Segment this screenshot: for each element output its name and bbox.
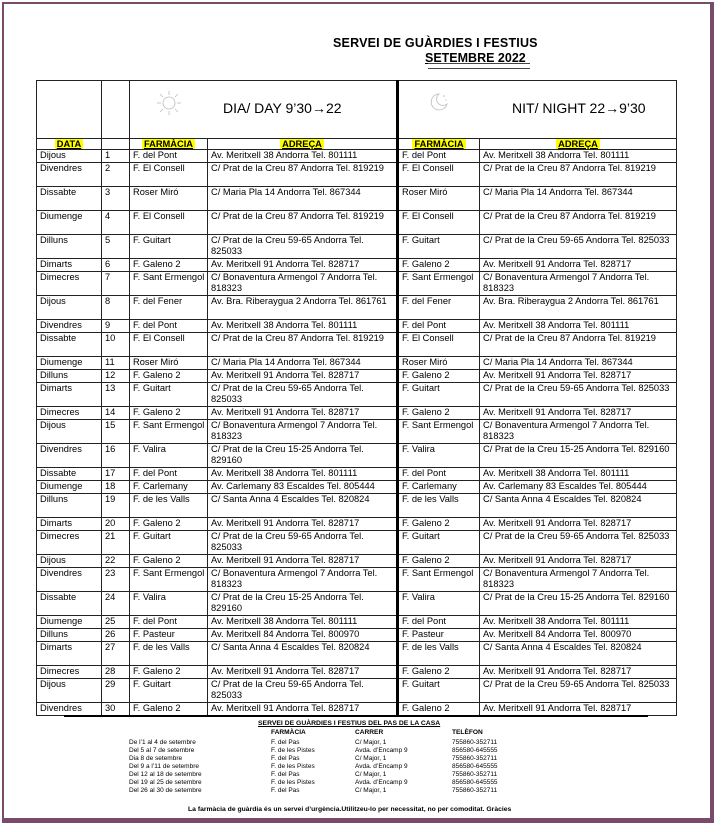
night-pharmacy-cell: F. Galeno 2	[398, 370, 480, 383]
footer-pharmacy: F. del Pas	[271, 771, 300, 778]
footer-col-pharmacy: FARMÀCIA	[271, 729, 306, 736]
weekday-cell: Dissabte	[37, 468, 102, 481]
day-address-cell: C/ Prat de la Creu 87 Andorra Tel. 819219	[208, 163, 398, 187]
night-pharmacy-cell: F. Galeno 2	[398, 407, 480, 420]
footer-street: C/ Major, 1	[355, 739, 387, 746]
day-pharmacy-cell: F. Guitart	[130, 235, 208, 259]
day-pharmacy-cell: F. El Consell	[130, 163, 208, 187]
day-address-cell: C/ Prat de la Creu 87 Andorra Tel. 819219	[208, 333, 398, 357]
day-number-cell: 5	[102, 235, 130, 259]
weekday-cell: Dimarts	[37, 518, 102, 531]
col-day-pharmacy-header: FARMÀCIA	[130, 139, 208, 150]
night-pharmacy-cell: F. Carlemany	[398, 481, 480, 494]
day-pharmacy-cell: F. Galeno 2	[130, 407, 208, 420]
day-header-cell	[130, 81, 398, 139]
day-pharmacy-cell: F. del Pont	[130, 468, 208, 481]
table-row	[37, 420, 677, 444]
weekday-cell: Dijous	[37, 296, 102, 320]
footer-phone: 755860-352711	[452, 771, 498, 778]
night-address-cell: Av. Meritxell 91 Andorra Tel. 828717	[480, 666, 677, 679]
day-address-cell: C/ Prat de la Creu 15-25 Andorra Tel. 829160	[208, 444, 398, 468]
night-label: NIT/ NIGHT 22→9’30	[512, 100, 646, 116]
night-address-cell: Av. Meritxell 91 Andorra Tel. 828717	[480, 555, 677, 568]
weekday-cell: Dilluns	[37, 629, 102, 642]
night-pharmacy-cell: F. Sant Ermengol	[398, 272, 480, 296]
weekday-cell: Dimarts	[37, 259, 102, 272]
footer-divider	[64, 715, 648, 717]
day-pharmacy-cell: F. Galeno 2	[130, 555, 208, 568]
day-number-cell: 3	[102, 187, 130, 211]
day-address-cell: Av. Meritxell 91 Andorra Tel. 828717	[208, 703, 398, 716]
day-number-cell: 26	[102, 629, 130, 642]
night-pharmacy-cell: F. El Consell	[398, 333, 480, 357]
night-address-cell: C/ Santa Anna 4 Escaldes Tel. 820824	[480, 642, 677, 666]
weekday-cell: Divendres	[37, 444, 102, 468]
night-address-cell: Av. Meritxell 91 Andorra Tel. 828717	[480, 259, 677, 272]
day-address-cell: C/ Prat de la Creu 15-25 Andorra Tel. 829160	[208, 592, 398, 616]
weekday-cell: Dissabte	[37, 592, 102, 616]
night-address-cell: C/ Prat de la Creu 59-65 Andorra Tel. 825033	[480, 679, 677, 703]
night-address-cell: C/ Prat de la Creu 59-65 Andorra Tel. 825033	[480, 383, 677, 407]
day-address-cell: C/ Maria Pla 14 Andorra Tel. 867344	[208, 187, 398, 211]
day-pharmacy-cell: F. Galeno 2	[130, 259, 208, 272]
night-address-cell: Av. Meritxell 91 Andorra Tel. 828717	[480, 518, 677, 531]
day-number-cell: 14	[102, 407, 130, 420]
table-row	[37, 444, 677, 468]
night-address-cell: Av. Meritxell 38 Andorra Tel. 801111	[480, 150, 677, 163]
day-address-cell: C/ Prat de la Creu 59-65 Andorra Tel. 825033	[208, 383, 398, 407]
night-pharmacy-cell: F. Guitart	[398, 531, 480, 555]
footer-pharmacy: F. de les Pistes	[271, 763, 315, 770]
footer-period: De l’1 al 4 de setembre	[129, 739, 196, 746]
weekday-cell: Divendres	[37, 163, 102, 187]
footer-col-street: CARRER	[355, 729, 384, 736]
footer-pharmacy: F. del Pas	[271, 787, 300, 794]
col-num-header	[102, 139, 130, 150]
footer-street: C/ Major, 1	[355, 755, 387, 762]
night-pharmacy-cell: Roser Miró	[398, 187, 480, 211]
day-address-cell: C/ Santa Anna 4 Escaldes Tel. 820824	[208, 494, 398, 518]
weekday-cell: Dimecres	[37, 666, 102, 679]
night-address-cell: Av. Meritxell 38 Andorra Tel. 801111	[480, 468, 677, 481]
day-number-cell: 8	[102, 296, 130, 320]
day-number-cell: 15	[102, 420, 130, 444]
night-pharmacy-cell: F. del Pont	[398, 150, 480, 163]
day-address-cell: Av. Bra. Riberaygua 2 Andorra Tel. 861761	[208, 296, 398, 320]
column-header-row	[37, 139, 677, 150]
night-address-cell: C/ Prat de la Creu 59-65 Andorra Tel. 825033	[480, 531, 677, 555]
weekday-cell: Dijous	[37, 150, 102, 163]
footer-period: Del 19 al 25 de setembre	[129, 779, 202, 786]
day-pharmacy-cell: F. Pasteur	[130, 629, 208, 642]
night-pharmacy-cell: F. Guitart	[398, 235, 480, 259]
day-pharmacy-cell: F. Guitart	[130, 383, 208, 407]
day-pharmacy-cell: F. El Consell	[130, 333, 208, 357]
day-number-cell: 23	[102, 568, 130, 592]
day-pharmacy-cell: F. Valira	[130, 592, 208, 616]
day-number-cell: 7	[102, 272, 130, 296]
table-row	[37, 568, 677, 592]
footer-pharmacy: F. del Pas	[271, 739, 300, 746]
night-pharmacy-cell: F. del Pont	[398, 616, 480, 629]
table-row	[37, 163, 677, 187]
footer-phone: 856580-645555	[452, 747, 498, 754]
footer-phone: 755860-352711	[452, 755, 498, 762]
weekday-cell: Dijous	[37, 555, 102, 568]
day-address-cell: Av. Meritxell 91 Andorra Tel. 828717	[208, 518, 398, 531]
night-pharmacy-cell: F. del Fener	[398, 296, 480, 320]
footer-street: C/ Major, 1	[355, 787, 387, 794]
day-pharmacy-cell: F. Guitart	[130, 531, 208, 555]
day-number-cell: 30	[102, 703, 130, 716]
footer-period: Dia 8 de setembre	[129, 755, 183, 762]
night-address-cell: C/ Prat de la Creu 87 Andorra Tel. 819219	[480, 333, 677, 357]
night-pharmacy-cell: F. Galeno 2	[398, 703, 480, 716]
weekday-cell: Dilluns	[37, 494, 102, 518]
day-address-cell: Av. Meritxell 91 Andorra Tel. 828717	[208, 666, 398, 679]
footer-pharmacy: F. de les Pistes	[271, 779, 315, 786]
night-pharmacy-cell: F. Galeno 2	[398, 666, 480, 679]
table-row	[37, 370, 677, 383]
table-row	[37, 320, 677, 333]
footer-phone: 755860-352711	[452, 787, 498, 794]
table-row	[37, 235, 677, 259]
footer-street: Avda. d’Encamp 9	[355, 747, 408, 754]
night-address-cell: C/ Santa Anna 4 Escaldes Tel. 820824	[480, 494, 677, 518]
night-address-cell: Av. Meritxell 91 Andorra Tel. 828717	[480, 703, 677, 716]
footer-phone: 856580-645555	[452, 763, 498, 770]
table-row	[37, 468, 677, 481]
night-address-cell: C/ Prat de la Creu 15-25 Andorra Tel. 829160	[480, 592, 677, 616]
day-address-cell: Av. Meritxell 84 Andorra Tel. 800970	[208, 629, 398, 642]
table-row	[37, 357, 677, 370]
night-pharmacy-cell: F. El Consell	[398, 211, 480, 235]
footer-period: Del 5 al 7 de setembre	[129, 747, 195, 754]
table-row	[37, 481, 677, 494]
day-label: DIA/ DAY 9’30→22	[223, 100, 342, 116]
day-address-cell: C/ Bonaventura Armengol 7 Andorra Tel. 818323	[208, 420, 398, 444]
day-pharmacy-cell: F. del Fener	[130, 296, 208, 320]
footer-street: Avda. d’Encamp 9	[355, 763, 408, 770]
night-pharmacy-cell: F. Sant Ermengol	[398, 420, 480, 444]
day-number-cell: 10	[102, 333, 130, 357]
day-address-cell: Av. Meritxell 91 Andorra Tel. 828717	[208, 370, 398, 383]
day-pharmacy-cell: F. del Pont	[130, 320, 208, 333]
day-number-cell: 4	[102, 211, 130, 235]
table-row	[37, 666, 677, 679]
month-underline-decoration	[428, 63, 530, 69]
table-row	[37, 555, 677, 568]
footer-phone: 755860-352711	[452, 739, 498, 746]
weekday-cell: Diumenge	[37, 357, 102, 370]
night-pharmacy-cell: F. Valira	[398, 592, 480, 616]
blank-cell	[37, 81, 102, 139]
day-address-cell: C/ Prat de la Creu 59-65 Andorra Tel. 825033	[208, 531, 398, 555]
day-number-cell: 22	[102, 555, 130, 568]
night-address-cell: Av. Meritxell 38 Andorra Tel. 801111	[480, 616, 677, 629]
day-pharmacy-cell: F. Sant Ermengol	[130, 272, 208, 296]
day-number-cell: 18	[102, 481, 130, 494]
night-address-cell: C/ Bonaventura Armengol 7 Andorra Tel. 818323	[480, 568, 677, 592]
footer-phone: 856580-645555	[452, 779, 498, 786]
footer-col-phone: TELÈFON	[452, 729, 483, 736]
table-row	[37, 531, 677, 555]
weekday-cell: Divendres	[37, 568, 102, 592]
day-address-cell: C/ Prat de la Creu 59-65 Andorra Tel. 825033	[208, 679, 398, 703]
weekday-cell: Dimecres	[37, 531, 102, 555]
weekday-cell: Dimecres	[37, 272, 102, 296]
night-address-cell: C/ Bonaventura Armengol 7 Andorra Tel. 818323	[480, 420, 677, 444]
night-pharmacy-cell: Roser Miró	[398, 357, 480, 370]
day-number-cell: 27	[102, 642, 130, 666]
night-address-cell: Av. Meritxell 38 Andorra Tel. 801111	[480, 320, 677, 333]
night-pharmacy-cell: F. Valira	[398, 444, 480, 468]
weekday-cell: Divendres	[37, 320, 102, 333]
day-address-cell: Av. Carlemany 83 Escaldes Tel. 805444	[208, 481, 398, 494]
day-pharmacy-cell: F. Carlemany	[130, 481, 208, 494]
night-pharmacy-cell: F. Guitart	[398, 679, 480, 703]
weekday-cell: Dilluns	[37, 235, 102, 259]
night-address-cell: C/ Prat de la Creu 15-25 Andorra Tel. 829160	[480, 444, 677, 468]
night-pharmacy-cell: F. Pasteur	[398, 629, 480, 642]
table-row	[37, 703, 677, 716]
night-address-cell: Av. Meritxell 91 Andorra Tel. 828717	[480, 407, 677, 420]
table-row	[37, 383, 677, 407]
night-address-cell: Av. Bra. Riberaygua 2 Andorra Tel. 861761	[480, 296, 677, 320]
night-address-cell: Av. Meritxell 91 Andorra Tel. 828717	[480, 370, 677, 383]
weekday-cell: Dilluns	[37, 370, 102, 383]
night-pharmacy-cell: F. del Pont	[398, 468, 480, 481]
day-number-cell: 24	[102, 592, 130, 616]
night-address-cell: C/ Prat de la Creu 59-65 Andorra Tel. 825033	[480, 235, 677, 259]
day-address-cell: Av. Meritxell 38 Andorra Tel. 801111	[208, 468, 398, 481]
day-pharmacy-cell: F. Galeno 2	[130, 370, 208, 383]
weekday-cell: Dijous	[37, 679, 102, 703]
weekday-cell: Diumenge	[37, 481, 102, 494]
day-pharmacy-cell: Roser Miró	[130, 187, 208, 211]
day-pharmacy-cell: F. Guitart	[130, 679, 208, 703]
day-address-cell: Av. Meritxell 38 Andorra Tel. 801111	[208, 150, 398, 163]
night-pharmacy-cell: F. Galeno 2	[398, 555, 480, 568]
night-address-cell: C/ Maria Pla 14 Andorra Tel. 867344	[480, 357, 677, 370]
day-pharmacy-cell: F. de les Valls	[130, 642, 208, 666]
page-title: SERVEI DE GUÀRDIES I FESTIUS	[333, 36, 538, 50]
day-pharmacy-cell: Roser Miró	[130, 357, 208, 370]
weekday-cell: Dijous	[37, 420, 102, 444]
night-pharmacy-cell: F. Sant Ermengol	[398, 568, 480, 592]
table-row	[37, 150, 677, 163]
day-address-cell: Av. Meritxell 91 Andorra Tel. 828717	[208, 555, 398, 568]
day-number-cell: 20	[102, 518, 130, 531]
night-pharmacy-cell: F. Galeno 2	[398, 518, 480, 531]
table-row	[37, 616, 677, 629]
table-row	[37, 333, 677, 357]
col-day-address-header: ADREÇA	[208, 139, 398, 150]
footer-period: Del 12 al 18 de setembre	[129, 771, 202, 778]
table-row	[37, 494, 677, 518]
day-address-cell: C/ Prat de la Creu 87 Andorra Tel. 819219	[208, 211, 398, 235]
footer-street: C/ Major, 1	[355, 771, 387, 778]
col-data-header: DATA	[37, 139, 102, 150]
table-row	[37, 187, 677, 211]
night-address-cell: C/ Prat de la Creu 87 Andorra Tel. 819219	[480, 211, 677, 235]
night-address-cell: C/ Maria Pla 14 Andorra Tel. 867344	[480, 187, 677, 211]
weekday-cell: Divendres	[37, 703, 102, 716]
night-pharmacy-cell: F. de les Valls	[398, 642, 480, 666]
day-number-cell: 16	[102, 444, 130, 468]
weekday-cell: Dissabte	[37, 187, 102, 211]
table-row	[37, 629, 677, 642]
day-address-cell: Av. Meritxell 91 Andorra Tel. 828717	[208, 259, 398, 272]
footer-note: La farmàcia de guàrdia és un servei d’urgència.Utilitzeu-lo per necessitat, no per comoditat. Gràcies	[188, 806, 512, 813]
day-number-cell: 29	[102, 679, 130, 703]
day-pharmacy-cell: F. Valira	[130, 444, 208, 468]
day-address-cell: C/ Maria Pla 14 Andorra Tel. 867344	[208, 357, 398, 370]
day-number-cell: 21	[102, 531, 130, 555]
day-number-cell: 13	[102, 383, 130, 407]
col-night-address-header: ADREÇA	[480, 139, 677, 150]
day-pharmacy-cell: F. Galeno 2	[130, 703, 208, 716]
day-number-cell: 6	[102, 259, 130, 272]
day-number-cell: 9	[102, 320, 130, 333]
pharmacy-schedule-table	[36, 80, 677, 716]
day-pharmacy-cell: F. Sant Ermengol	[130, 420, 208, 444]
col-night-pharmacy-header: FARMÀCIA	[398, 139, 480, 150]
day-address-cell: C/ Bonaventura Armengol 7 Andorra Tel. 818323	[208, 568, 398, 592]
table-row	[37, 518, 677, 531]
day-number-cell: 1	[102, 150, 130, 163]
day-address-cell: C/ Santa Anna 4 Escaldes Tel. 820824	[208, 642, 398, 666]
table-row	[37, 296, 677, 320]
night-header-cell	[398, 81, 677, 139]
day-pharmacy-cell: F. El Consell	[130, 211, 208, 235]
table-row	[37, 407, 677, 420]
schedule-rows	[37, 150, 677, 716]
night-address-cell: Av. Meritxell 84 Andorra Tel. 800970	[480, 629, 677, 642]
weekday-cell: Dimecres	[37, 407, 102, 420]
day-pharmacy-cell: F. del Pont	[130, 616, 208, 629]
footer-title: SERVEI DE GUÀRDIES I FESTIUS DEL PAS DE LA CASA	[258, 720, 441, 727]
period-header-row	[37, 81, 677, 139]
weekday-cell: Dimarts	[37, 383, 102, 407]
day-pharmacy-cell: F. del Pont	[130, 150, 208, 163]
table-row	[37, 272, 677, 296]
day-pharmacy-cell: F. de les Valls	[130, 494, 208, 518]
day-address-cell: Av. Meritxell 38 Andorra Tel. 801111	[208, 320, 398, 333]
day-address-cell: C/ Prat de la Creu 59-65 Andorra Tel. 825033	[208, 235, 398, 259]
month-title: SETEMBRE 2022	[425, 51, 526, 65]
night-address-cell: C/ Prat de la Creu 87 Andorra Tel. 819219	[480, 163, 677, 187]
night-pharmacy-cell: F. Guitart	[398, 383, 480, 407]
day-number-cell: 11	[102, 357, 130, 370]
day-number-cell: 19	[102, 494, 130, 518]
weekday-cell: Diumenge	[37, 616, 102, 629]
weekday-cell: Dimarts	[37, 642, 102, 666]
footer-street: Avda. d’Encamp 9	[355, 779, 408, 786]
night-address-cell: C/ Bonaventura Armengol 7 Andorra Tel. 818323	[480, 272, 677, 296]
day-address-cell: Av. Meritxell 38 Andorra Tel. 801111	[208, 616, 398, 629]
day-pharmacy-cell: F. Galeno 2	[130, 666, 208, 679]
day-number-cell: 25	[102, 616, 130, 629]
night-pharmacy-cell: F. Galeno 2	[398, 259, 480, 272]
day-number-cell: 2	[102, 163, 130, 187]
night-pharmacy-cell: F. del Pont	[398, 320, 480, 333]
weekday-cell: Diumenge	[37, 211, 102, 235]
footer-pharmacy: F. de les Pistes	[271, 747, 315, 754]
weekday-cell: Dissabte	[37, 333, 102, 357]
table-row	[37, 679, 677, 703]
night-pharmacy-cell: F. El Consell	[398, 163, 480, 187]
table-row	[37, 259, 677, 272]
footer-period: Del 26 al 30 de setembre	[129, 787, 202, 794]
day-number-cell: 28	[102, 666, 130, 679]
table-row	[37, 211, 677, 235]
day-pharmacy-cell: F. Sant Ermengol	[130, 568, 208, 592]
blank-cell	[102, 81, 130, 139]
day-pharmacy-cell: F. Galeno 2	[130, 518, 208, 531]
footer-pharmacy: F. del Pas	[271, 755, 300, 762]
day-address-cell: C/ Bonaventura Armengol 7 Andorra Tel. 818323	[208, 272, 398, 296]
footer-period: Del 9 a l’11 de setembre	[129, 763, 199, 770]
day-number-cell: 12	[102, 370, 130, 383]
night-pharmacy-cell: F. de les Valls	[398, 494, 480, 518]
day-number-cell: 17	[102, 468, 130, 481]
day-address-cell: Av. Meritxell 91 Andorra Tel. 828717	[208, 407, 398, 420]
night-address-cell: Av. Carlemany 83 Escaldes Tel. 805444	[480, 481, 677, 494]
table-row	[37, 642, 677, 666]
table-row	[37, 592, 677, 616]
